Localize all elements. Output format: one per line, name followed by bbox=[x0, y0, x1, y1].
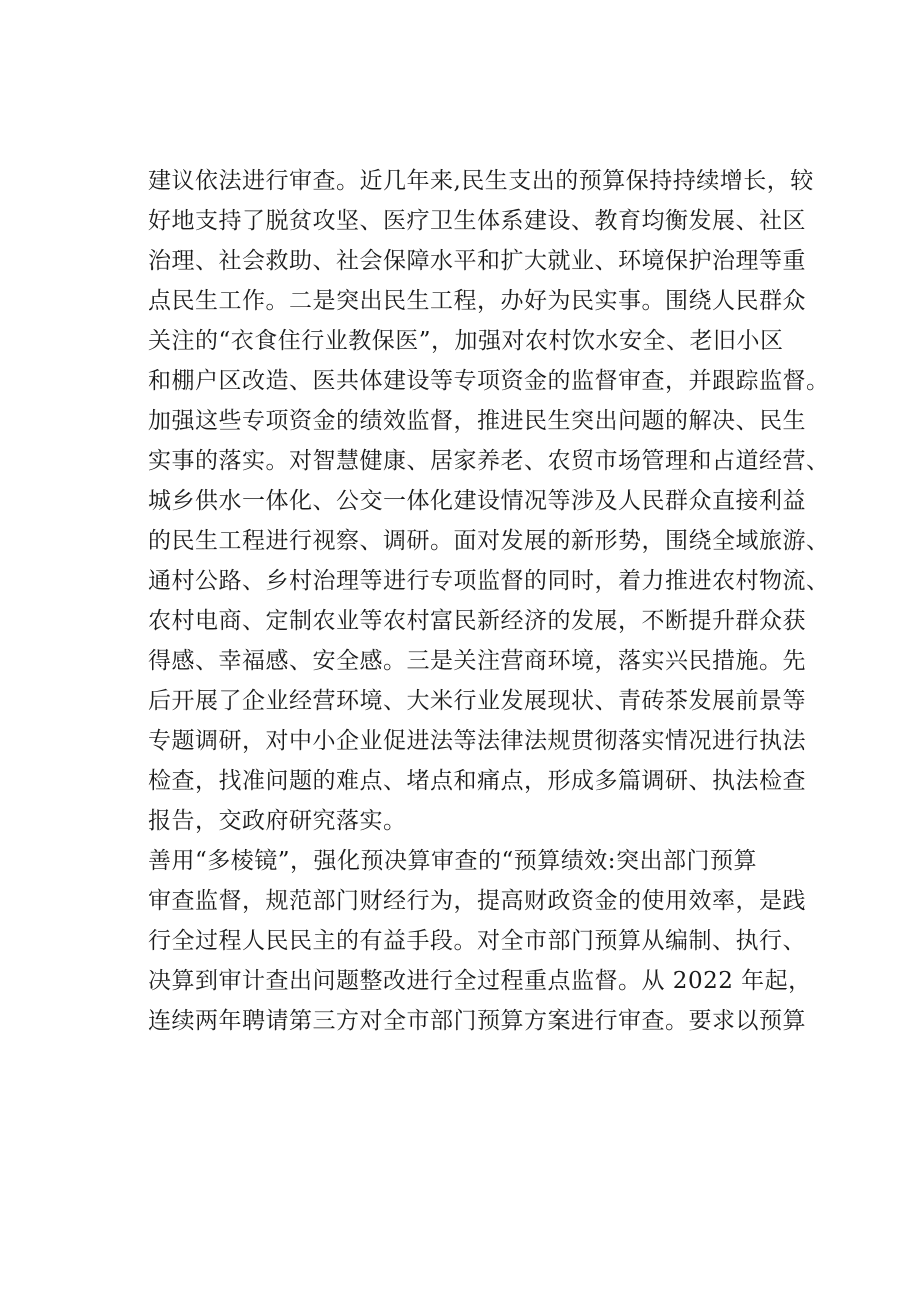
text-line: 行全过程人民民主的有益手段。对全市部门预算从编制、执行、 bbox=[148, 928, 806, 954]
text-line: 建议依法进行审查。近几年来,民生支出的预算保持持续增长，较 bbox=[148, 168, 814, 194]
text-line: 关注的“衣食住行业教保医”，加强对农村饮水安全、老旧小区 bbox=[148, 328, 784, 354]
text-line: 的民生工程进行视察、调研。面对发展的新形势，围绕全域旅游、 bbox=[148, 528, 830, 554]
text-line: 决算到审计查出问题整改进行全过程重点监督。从 2022 年起， bbox=[148, 968, 812, 994]
text-line: 点民生工作。二是突出民生工程，办好为民实事。围绕人民群众 bbox=[148, 288, 806, 314]
text-line: 治理、社会救助、社会保障水平和扩大就业、环境保护治理等重 bbox=[148, 248, 806, 274]
text-line: 和棚户区改造、医共体建设等专项资金的监督审查，并跟踪监督。 bbox=[148, 368, 830, 394]
text-line: 报告，交政府研究落实。 bbox=[148, 808, 407, 834]
text-line: 加强这些专项资金的绩效监督，推进民生突出问题的解决、民生 bbox=[148, 408, 806, 434]
text-line: 检查，找准问题的难点、堵点和痛点，形成多篇调研、执法检查 bbox=[148, 768, 806, 794]
text-line: 专题调研，对中小企业促进法等法律法规贯彻落实情况进行执法 bbox=[148, 728, 806, 754]
text-line: 好地支持了脱贫攻坚、医疗卫生体系建设、教育均衡发展、社区 bbox=[148, 208, 806, 234]
text-line: 通村公路、乡村治理等进行专项监督的同时，着力推进农村物流、 bbox=[148, 568, 830, 594]
text-line: 农村电商、定制农业等农村富民新经济的发展，不断提升群众获 bbox=[148, 608, 806, 634]
text-line: 连续两年聘请第三方对全市部门预算方案进行审查。要求以预算 bbox=[148, 1008, 806, 1034]
text-line: 城乡供水一体化、公交一体化建设情况等涉及人民群众直接利益 bbox=[148, 488, 806, 514]
text-line: 善用“多棱镜”，强化预决算审查的“预算绩效:突出部门预算 bbox=[148, 848, 758, 874]
text-line: 审查监督，规范部门财经行为，提高财政资金的使用效率，是践 bbox=[148, 888, 806, 914]
text-line: 实事的落实。对智慧健康、居家养老、农贸市场管理和占道经营、 bbox=[148, 448, 830, 474]
text-line: 后开展了企业经营环境、大米行业发展现状、青砖茶发展前景等 bbox=[148, 688, 806, 714]
text-line: 得感、幸福感、安全感。三是关注营商环境，落实兴民措施。先 bbox=[148, 648, 806, 674]
